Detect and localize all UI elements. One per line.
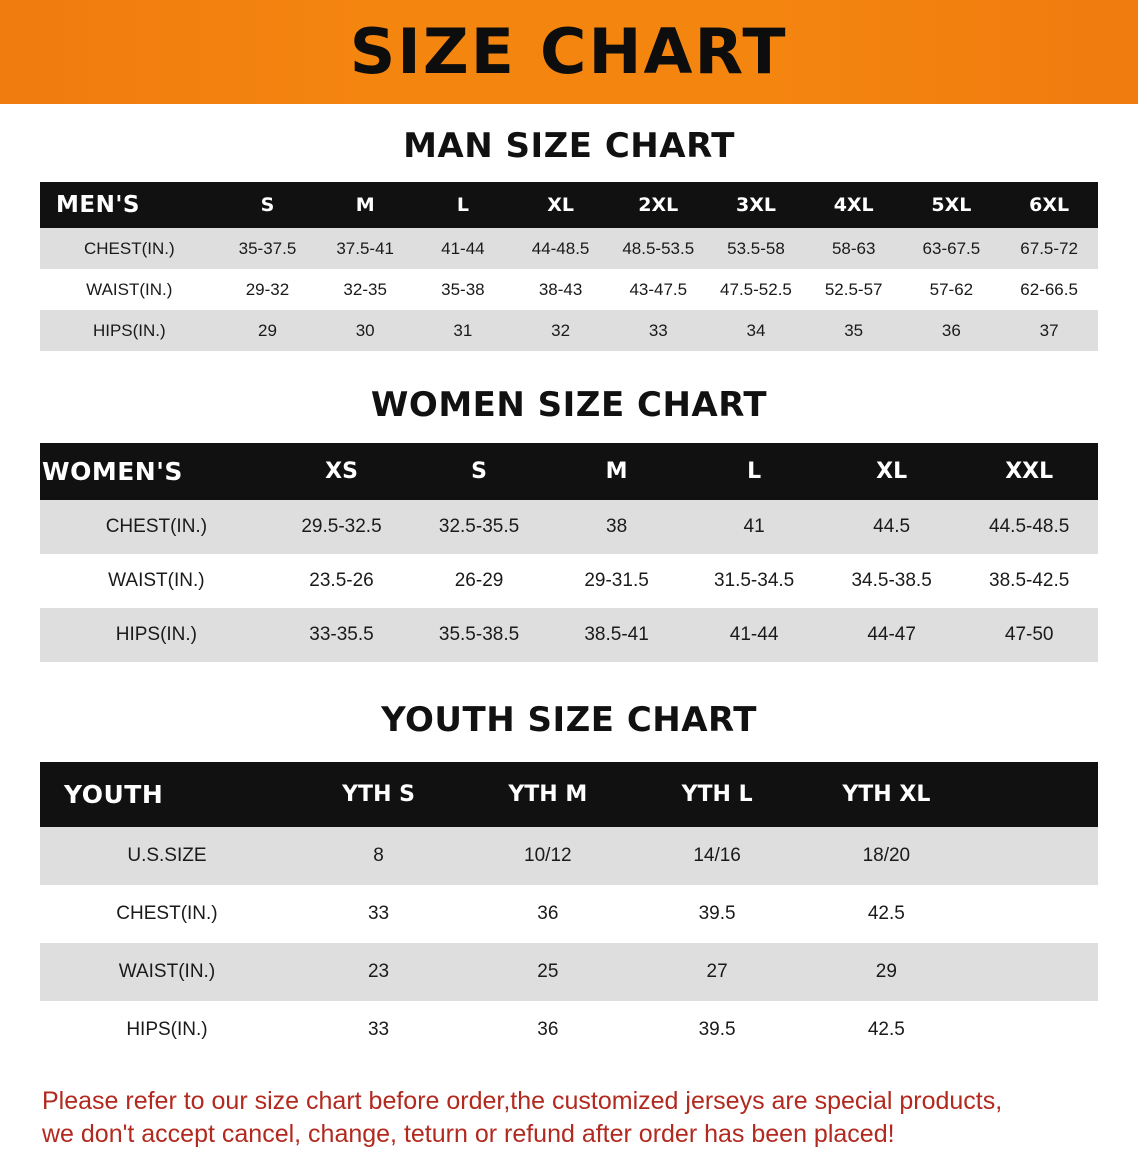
women-col-header: XS — [273, 443, 411, 500]
table-row — [40, 228, 1098, 269]
youth-col-header: YTH XL — [802, 762, 971, 827]
women-corner-header: WOMEN'S — [40, 443, 273, 500]
youth-section-title: YOUTH SIZE CHART — [381, 700, 757, 740]
cell-spacer — [971, 1001, 1098, 1059]
cell: 32-35 — [316, 269, 414, 310]
youth-col-header: YTH M — [463, 762, 632, 827]
cell: 58-63 — [805, 228, 903, 269]
youth-corner-header: YOUTH — [40, 762, 294, 827]
cell: 33 — [609, 310, 707, 351]
cell: 32.5-35.5 — [410, 500, 548, 554]
cell: 44-47 — [823, 608, 961, 662]
cell: 47-50 — [960, 608, 1098, 662]
table-row — [40, 1001, 1098, 1059]
cell: 14/16 — [632, 827, 801, 885]
youth-size-table-wrapper — [40, 762, 1098, 1059]
disclaimer-note — [42, 1085, 1096, 1151]
cell: 29-32 — [219, 269, 317, 310]
cell: 29-31.5 — [548, 554, 686, 608]
table-row — [40, 943, 1098, 1001]
man-col-header: L — [414, 182, 512, 228]
row-label: WAIST(IN.) — [40, 943, 294, 1001]
cell: 38-43 — [512, 269, 610, 310]
women-col-header: L — [685, 443, 823, 500]
women-size-table-wrapper — [40, 443, 1098, 662]
cell: 67.5-72 — [1000, 228, 1098, 269]
man-col-header: 2XL — [609, 182, 707, 228]
man-section-title: MAN SIZE CHART — [403, 126, 735, 166]
table-row — [40, 827, 1098, 885]
row-label: U.S.SIZE — [40, 827, 294, 885]
table-row — [40, 269, 1098, 310]
women-col-header: S — [410, 443, 548, 500]
cell: 31.5-34.5 — [685, 554, 823, 608]
table-header-row — [40, 443, 1098, 500]
cell: 35-37.5 — [219, 228, 317, 269]
cell: 38.5-42.5 — [960, 554, 1098, 608]
cell: 34 — [707, 310, 805, 351]
disclaimer-line-2: we don't accept cancel, change, teturn or refund after order has been placed! — [42, 1120, 895, 1148]
man-col-header: 3XL — [707, 182, 805, 228]
cell: 43-47.5 — [609, 269, 707, 310]
man-col-header: XL — [512, 182, 610, 228]
disclaimer-line-1: Please refer to our size chart before order,the customized jerseys are special products, — [42, 1087, 1003, 1115]
cell: 35.5-38.5 — [410, 608, 548, 662]
cell: 31 — [414, 310, 512, 351]
cell: 36 — [903, 310, 1001, 351]
cell: 38.5-41 — [548, 608, 686, 662]
table-row — [40, 885, 1098, 943]
row-label: WAIST(IN.) — [40, 269, 219, 310]
banner — [0, 0, 1138, 104]
table-row — [40, 500, 1098, 554]
cell: 23 — [294, 943, 463, 1001]
table-row — [40, 608, 1098, 662]
cell: 18/20 — [802, 827, 971, 885]
table-header-row — [40, 182, 1098, 228]
cell: 33 — [294, 1001, 463, 1059]
cell: 10/12 — [463, 827, 632, 885]
man-col-header: 5XL — [903, 182, 1001, 228]
cell: 29 — [802, 943, 971, 1001]
man-corner-header: MEN'S — [40, 182, 219, 228]
table-header-row — [40, 762, 1098, 827]
cell: 30 — [316, 310, 414, 351]
row-label: CHEST(IN.) — [40, 885, 294, 943]
cell: 63-67.5 — [903, 228, 1001, 269]
row-label: WAIST(IN.) — [40, 554, 273, 608]
cell: 8 — [294, 827, 463, 885]
table-row — [40, 554, 1098, 608]
row-label: CHEST(IN.) — [40, 500, 273, 554]
cell: 27 — [632, 943, 801, 1001]
man-size-table — [40, 182, 1098, 351]
cell: 44.5 — [823, 500, 961, 554]
cell: 36 — [463, 1001, 632, 1059]
cell: 39.5 — [632, 885, 801, 943]
cell: 39.5 — [632, 1001, 801, 1059]
cell: 36 — [463, 885, 632, 943]
cell: 29.5-32.5 — [273, 500, 411, 554]
cell: 41-44 — [685, 608, 823, 662]
cell: 47.5-52.5 — [707, 269, 805, 310]
row-label: HIPS(IN.) — [40, 1001, 294, 1059]
cell: 26-29 — [410, 554, 548, 608]
cell: 23.5-26 — [273, 554, 411, 608]
youth-size-table — [40, 762, 1098, 1059]
women-size-table — [40, 443, 1098, 662]
cell: 25 — [463, 943, 632, 1001]
youth-col-header: YTH S — [294, 762, 463, 827]
cell: 33-35.5 — [273, 608, 411, 662]
row-label: HIPS(IN.) — [40, 310, 219, 351]
youth-col-header: YTH L — [632, 762, 801, 827]
women-col-header: M — [548, 443, 686, 500]
cell-spacer — [971, 885, 1098, 943]
cell: 44-48.5 — [512, 228, 610, 269]
row-label: HIPS(IN.) — [40, 608, 273, 662]
cell: 42.5 — [802, 1001, 971, 1059]
row-label: CHEST(IN.) — [40, 228, 219, 269]
cell: 57-62 — [903, 269, 1001, 310]
man-size-table-wrapper — [40, 182, 1098, 351]
women-col-header: XL — [823, 443, 961, 500]
cell: 52.5-57 — [805, 269, 903, 310]
cell: 33 — [294, 885, 463, 943]
cell-spacer — [971, 943, 1098, 1001]
cell: 29 — [219, 310, 317, 351]
man-col-header: S — [219, 182, 317, 228]
cell: 35 — [805, 310, 903, 351]
women-col-header: XXL — [960, 443, 1098, 500]
man-col-header: M — [316, 182, 414, 228]
cell: 32 — [512, 310, 610, 351]
cell: 41-44 — [414, 228, 512, 269]
cell-spacer — [971, 827, 1098, 885]
page-title: SIZE CHART — [350, 15, 788, 88]
cell: 37.5-41 — [316, 228, 414, 269]
youth-header-spacer — [971, 762, 1098, 827]
table-row — [40, 310, 1098, 351]
cell: 34.5-38.5 — [823, 554, 961, 608]
cell: 37 — [1000, 310, 1098, 351]
women-section-title: WOMEN SIZE CHART — [370, 385, 768, 425]
cell: 44.5-48.5 — [960, 500, 1098, 554]
man-col-header: 6XL — [1000, 182, 1098, 228]
cell: 48.5-53.5 — [609, 228, 707, 269]
cell: 38 — [548, 500, 686, 554]
cell: 41 — [685, 500, 823, 554]
cell: 42.5 — [802, 885, 971, 943]
cell: 53.5-58 — [707, 228, 805, 269]
man-col-header: 4XL — [805, 182, 903, 228]
cell: 62-66.5 — [1000, 269, 1098, 310]
cell: 35-38 — [414, 269, 512, 310]
